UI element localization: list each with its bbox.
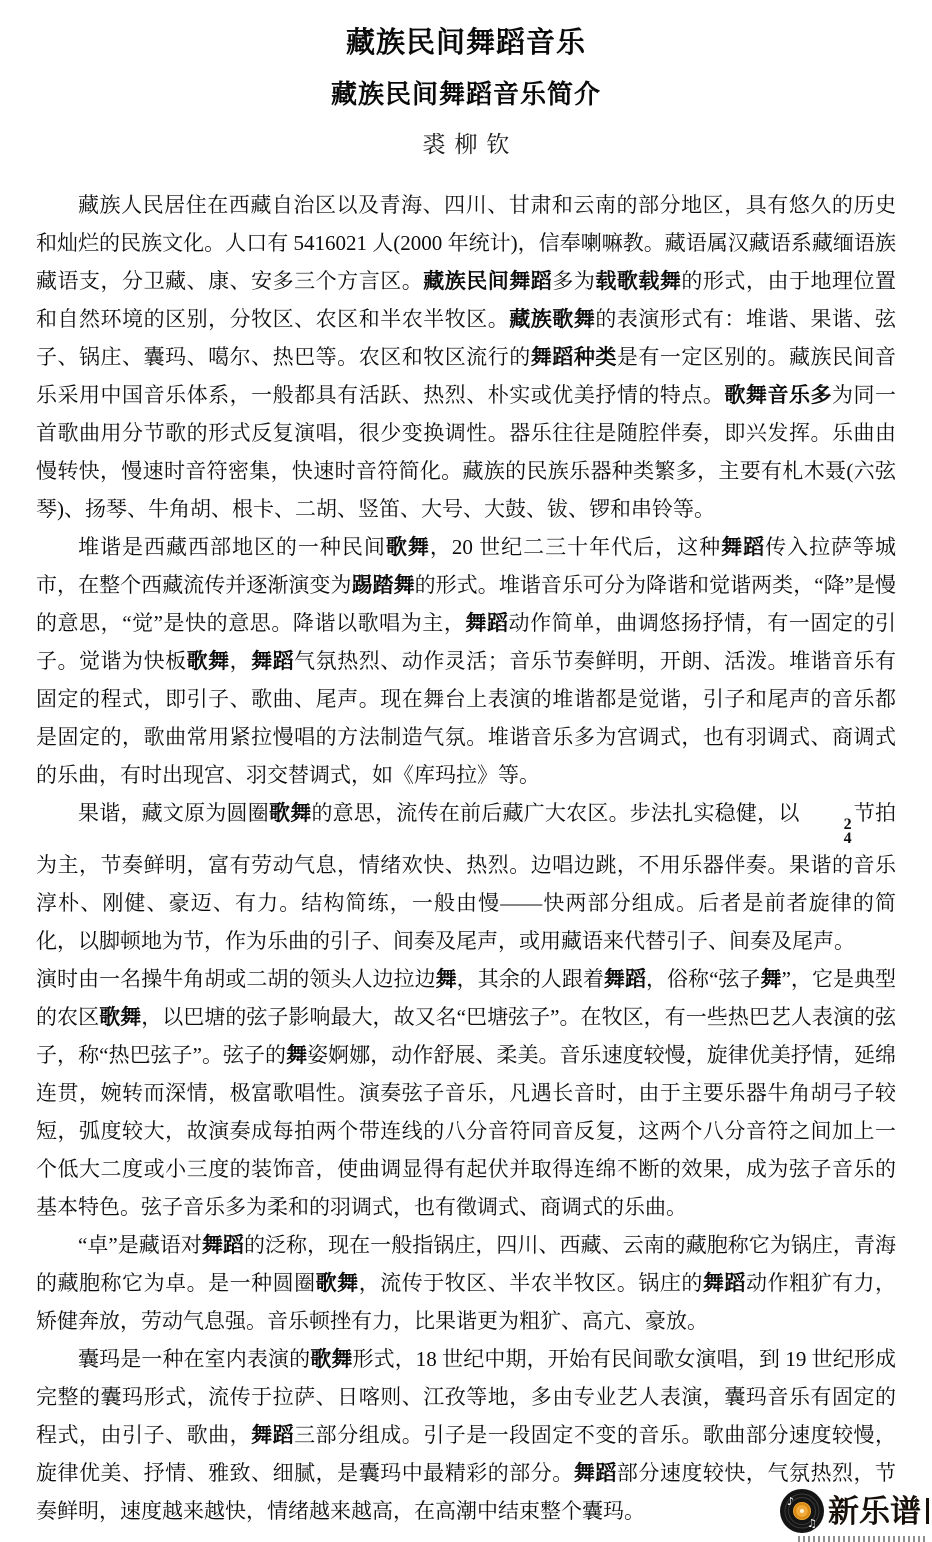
bold-term: 藏族歌舞 [509, 307, 596, 331]
text-run: ”，它是典型的农区 [36, 967, 897, 1029]
paragraph [36, 960, 896, 1226]
text-run: ，俗称“弦子 [645, 967, 761, 991]
text-run: 藏族人民居住在西藏自治区以及青海、四川、甘肃和云南的部分地区，具有悠久的历史和灿烂的民族文化。人口有 5416021 人(2000 年统计)，信奉喇嘛教。藏语属汉藏语系藏缅语族藏语支，分卫藏、康、安多三个方言区。 [36, 193, 896, 293]
paragraph [36, 186, 896, 528]
bold-term: 载歌载舞 [595, 269, 682, 293]
article-body [36, 186, 896, 1530]
bold-term: 歌舞音乐多 [724, 383, 832, 407]
text-run: 节拍为主，节奏鲜明，富有劳动气息，情绪欢快、热烈。边唱边跳，不用乐器伴奏。果谐的音乐淳朴、刚健、豪迈、有力。结构简练，一般由慢——快两部分组成。后者是前者旋律的简化，以脚顿地为节，作为乐曲的引子、间奏及尾声，或用藏语来代替引子、间奏及尾声。 [36, 801, 897, 953]
bold-term: 歌舞 [385, 535, 430, 559]
text-run: 的表演形式有：堆谐、果谐、弦子、锅庄、囊玛、噶尔、热巴等。农区和牧区流行的 [36, 307, 897, 369]
paragraph [36, 794, 896, 960]
text-run: 的形式，由于地理位置和自然环境的区别，分牧区、农区和半农半牧区。 [36, 269, 897, 331]
bold-term: 舞蹈 [201, 1233, 244, 1257]
text-run: 是有一定区别的。藏族民间音乐采用中国音乐体系，一般都具有活跃、热烈、朴实或优美抒情的特点。 [36, 345, 897, 407]
text-run: 演时由一名操牛角胡或二胡的领头人边拉边 [36, 967, 436, 991]
text-run: 部分速度较快，气氛热烈，节奏鲜明，速度越来越快，情绪越来越高，在高潮中结束整个囊玛。 [36, 1461, 897, 1523]
text-run: 多为 [552, 269, 596, 293]
svg-text:♪: ♪ [787, 1495, 795, 1508]
bold-term: 舞蹈 [573, 1461, 617, 1485]
cropped-url-text [798, 1536, 926, 1542]
paragraph [36, 1340, 896, 1530]
bold-term: 舞蹈 [465, 611, 509, 635]
text-run: ，流传于牧区、半农半牧区。锅庄的 [358, 1271, 703, 1295]
text-run: 堆谐是西藏西部地区的一种民间 [78, 535, 386, 559]
bold-term: 歌舞 [315, 1271, 359, 1295]
watermark-brand: 新乐谱 [828, 1493, 921, 1529]
text-run: ，以巴塘的弦子影响最大，故又名“巴塘弦子”。在牧区，有一些热巴艺人表演的弦子，称“热巴弦子”。弦子的 [36, 1005, 897, 1067]
bold-term: 舞蹈 [702, 1271, 746, 1295]
paragraph [36, 528, 896, 794]
text-run: ，其余的人跟着 [456, 967, 604, 991]
text-run: 动作粗犷有力，矫健奔放，劳动气息强。音乐顿挫有力，比果谐更为粗犷、高亢、豪放。 [36, 1271, 897, 1333]
bold-term: 舞蹈种类 [530, 345, 617, 369]
watermark-brand-bar [926, 1498, 929, 1524]
text-run: 气氛热烈、动作灵活；音乐节奏鲜明，开朗、活泼。堆谐音乐有固定的程式，即引子、歌曲、尾声。现在舞台上表演的堆谐都是觉谐，引子和尾声的音乐都是固定的，歌曲常用紧拉慢唱的方法制造气氛。堆谐音乐多为宫调式，也有羽调式、商调式的乐曲，有时出现宫、羽交替调式，如《库玛拉》等。 [36, 649, 897, 787]
bold-term: 舞 [286, 1043, 308, 1067]
bold-term: 歌舞 [310, 1347, 353, 1371]
bold-term: 舞 [435, 967, 457, 991]
text-run: 动作简单，曲调悠扬抒情，有一固定的引子。觉谐为快板 [36, 611, 897, 673]
bold-term: 歌舞 [186, 649, 230, 673]
text-run: 姿婀娜，动作舒展、柔美。音乐速度较慢，旋律优美抒情，延绵连贯，婉转而深情，极富歌唱性。演奏弦子音乐，凡遇长音时，由于主要乐器牛角胡弓子较短，弧度较大，故演奏成每拍两个带连线的八分音符同音反复，这两个八分音符之间加上一个低大二度或小三度的装饰音，使曲调显得有起伏并取得连绵不断的效果，成为弦子音乐的基本特色。弦子音乐多为柔和的羽调式，也有徵调式、商调式的乐曲。 [36, 1043, 897, 1219]
text-run: 为同一首歌曲用分节歌的形式反复演唱，很少变换调性。器乐往往是随腔伴奏，即兴发挥。乐曲由慢转快，慢速时音符密集，快速时音符简化。藏族的民族乐器种类繁多，主要有札木聂(六弦琴)、扬琴、牛角胡、根卡、二胡、竖笛、大号、大鼓、钹、锣和串铃等。 [36, 383, 897, 521]
bold-term: 舞 [760, 967, 782, 991]
page-title: 藏族民间舞蹈音乐 [345, 27, 586, 59]
svg-text:♫: ♫ [807, 1517, 817, 1530]
text-run: 传入拉萨等城市，在整个西藏流传并逐渐演变为 [36, 535, 897, 597]
paragraph [36, 1226, 896, 1340]
text-run: ，20 世纪二三十年代后，这种 [429, 535, 722, 559]
text-run: 囊玛是一种在室内表演的 [78, 1347, 311, 1371]
bold-term: 歌舞 [269, 801, 312, 825]
bold-term: 歌舞 [99, 1005, 142, 1029]
text-run: 果谐，藏文原为圆圈 [78, 801, 269, 825]
vinyl-record-icon [779, 1488, 825, 1534]
text-run: 的泛称，现在一般指锅庄，四川、西藏、云南的藏胞称它为锅庄，青海的藏胞称它为卓。是一种圆圈 [36, 1233, 896, 1295]
bold-term: 舞蹈 [721, 535, 766, 559]
page-subtitle: 藏族民间舞蹈音乐简介 [330, 79, 601, 109]
bold-term: 藏族民间舞蹈 [423, 269, 553, 293]
author-name: 裘柳钦 [422, 132, 519, 157]
text-run: 的意思，流传在前后藏广大农区。步法扎实稳健，以 [311, 801, 800, 825]
bold-term: 舞蹈 [251, 1423, 295, 1447]
bold-term: 舞蹈 [251, 649, 295, 673]
text-run: 三部分组成。引子是一段固定不变的音乐。歌曲部分速度较慢，旋律优美、抒情、雅致、细腻，是囊玛中最精彩的部分。 [36, 1423, 897, 1485]
time-signature-fraction: 2 4 [843, 816, 852, 847]
bold-term: 舞蹈 [603, 967, 646, 991]
text-run: 的形式。堆谐音乐可分为降谐和觉谐两类，“降”是慢的意思，“觉”是快的意思。降谐以歌唱为主， [36, 573, 897, 635]
text-run: “卓”是藏语对 [78, 1233, 202, 1257]
bold-term: 踢踏舞 [351, 573, 415, 597]
watermark [779, 1488, 929, 1534]
text-run: ， [229, 649, 252, 673]
text-run: 形式，18 世纪中期，开始有民间歌女演唱，到 19 世纪形成完整的囊玛形式，流传于拉萨、日喀则、江孜等地，多由专业艺人表演，囊玛音乐有固定的程式，由引子、歌曲， [36, 1347, 897, 1447]
